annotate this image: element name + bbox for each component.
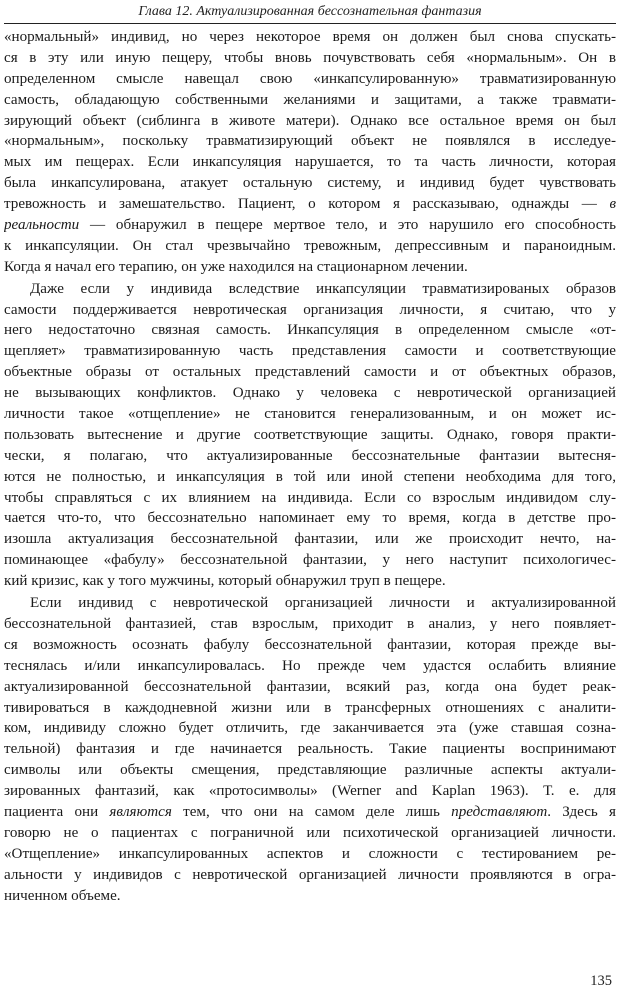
page-number: 135 bbox=[590, 973, 612, 989]
text-line: объектные образы от остальных представлений самости и от объектных образов, bbox=[4, 364, 616, 381]
paragraph-1 bbox=[4, 27, 616, 278]
text-line: «нормальный» индивид, но через некоторое время он должен был снова спускать- bbox=[4, 29, 616, 45]
text-line: ком, индивиду сложно будет отличить, где заканчивается эта (уже ставшая созна- bbox=[4, 720, 616, 737]
text-line: не вызывающих конфликтов. Однако у человека с невротической организацией bbox=[4, 385, 616, 402]
header-rule bbox=[4, 23, 616, 24]
paragraph-2 bbox=[4, 279, 616, 592]
text-line: чески, я полагаю, что актуализированные бессознательные фантазии вытесня- bbox=[4, 447, 616, 464]
text-line: зированных фантазий, как «протосимволы» (Werner and Kaplan 1963). Т. е. для bbox=[4, 783, 616, 800]
text-line: символы или объекты смещения, представляющие различные аспекты актуали- bbox=[4, 762, 616, 779]
text-line: «нормальным», поскольку травматизирующий объект не появлялся в исследуе- bbox=[4, 133, 616, 150]
paragraph-3 bbox=[4, 593, 616, 906]
text-line: актуализированной бессознательной фантазии, всякий раз, когда она будет реак- bbox=[4, 678, 616, 695]
text-line: тивироваться в каждодневной жизни или в трансферных отношениях с аналити- bbox=[4, 699, 616, 716]
text-line: теснялась и/или инкапсулировалась. Но прежде чем удастся ослабить влияние bbox=[4, 657, 616, 674]
text-line: кий кризис, как у того мужчины, который обнаружил труп в пещере. bbox=[4, 573, 446, 590]
text-line: была инкапсулирована, атакует остальную систему, и индивид будет чувствовать bbox=[4, 175, 616, 192]
text-line: Даже если у индивида вследствие инкапсуляции травматизированых образов bbox=[30, 280, 616, 297]
text-line: самости поддерживается невротическая организация личности, я считаю, что у bbox=[4, 301, 616, 318]
text-line: к инкапсуляции. Он стал чрезвычайно тревожным, депрессивным и параноидным. bbox=[4, 237, 616, 254]
text-line: чается что-то, что бессознательно напоминает ему то время, когда в детстве про- bbox=[4, 510, 616, 527]
text-line: говорю не о пациентах с пограничной или психотической организацией личности. bbox=[4, 824, 616, 841]
text-line: «Отщепление» инкапсулированных аспектов и сложности с тестированием ре- bbox=[4, 845, 616, 862]
text-line: тельной) фантазия и где начинается реальность. Такие пациенты воспринимают bbox=[4, 741, 616, 758]
text-line: личности такое «отщепление» не становится генерализованным, и он может ис- bbox=[4, 406, 616, 423]
text-line: пациента они являются тем, что они на самом деле лишь представляют. Здесь я bbox=[4, 803, 616, 820]
text-line: ются не полностью, и инкапсуляция в той или иной степени необходима для того, bbox=[4, 468, 616, 485]
text-line: самость, обладающую собственными желаниями и защитами, а также травмати- bbox=[4, 91, 616, 108]
text-line: бессознательной фантазией, став взрослым, приходит в анализ, у него появляет- bbox=[4, 615, 616, 632]
text-line: реальности — обнаружил в пещере мертвое тело, и это нарушило его способность bbox=[4, 217, 616, 234]
text-line: щепляет» травматизированную часть представления самости и соответствующие bbox=[4, 343, 616, 360]
text-line: зирующий объект (сиблинга в животе матери). Однако все остальное время он был bbox=[4, 112, 616, 129]
text-line: него недостаточно связная самость. Инкапсуляция в определенном смысле «от- bbox=[4, 322, 616, 339]
text-line: ся в эту или иную пещеру, чтобы вновь почувствовать себя «нормальным». Он в bbox=[4, 49, 616, 66]
text-line: Если индивид с невротической организацией личности и актуализированной bbox=[30, 595, 616, 612]
text-line: поминающее «фабулу» бессознательной фантазии, у него наступит психологичес- bbox=[4, 552, 616, 569]
text-line: ниченном объеме. bbox=[4, 887, 121, 904]
text-line: Когда я начал его терапию, он уже находился на стационарном лечении. bbox=[4, 258, 468, 275]
page-body bbox=[4, 27, 616, 906]
text-line: ся возможность осознать фабулу бессознательной фантазии, которая прежде вы- bbox=[4, 636, 616, 653]
running-head: Глава 12. Актуализированная бессознательная фантазия bbox=[138, 4, 482, 19]
text-line: пользовать вытеснение и другие соответствующие защиты. Однако, говоря практи- bbox=[4, 426, 616, 443]
text-line: тревожность и замешательство. Пациент, о котором я рассказываю, однажды — в bbox=[4, 196, 616, 213]
text-line: мых им пещерах. Если инкапсуляция нарушается, то та часть личности, которая bbox=[4, 154, 616, 171]
text-line: чтобы справляться с их влиянием на индивида. Если со взрослым индивидом слу- bbox=[4, 489, 616, 506]
text-line: альности у индивидов с невротической организацией личности проявляются в огра- bbox=[4, 866, 616, 883]
text-line: изошла актуализация бессознательной фантазии, или же происходит нечто, на- bbox=[4, 531, 616, 548]
text-line: определенном смысле навещал свою «инкапсулированную» травматизированную bbox=[4, 70, 616, 87]
